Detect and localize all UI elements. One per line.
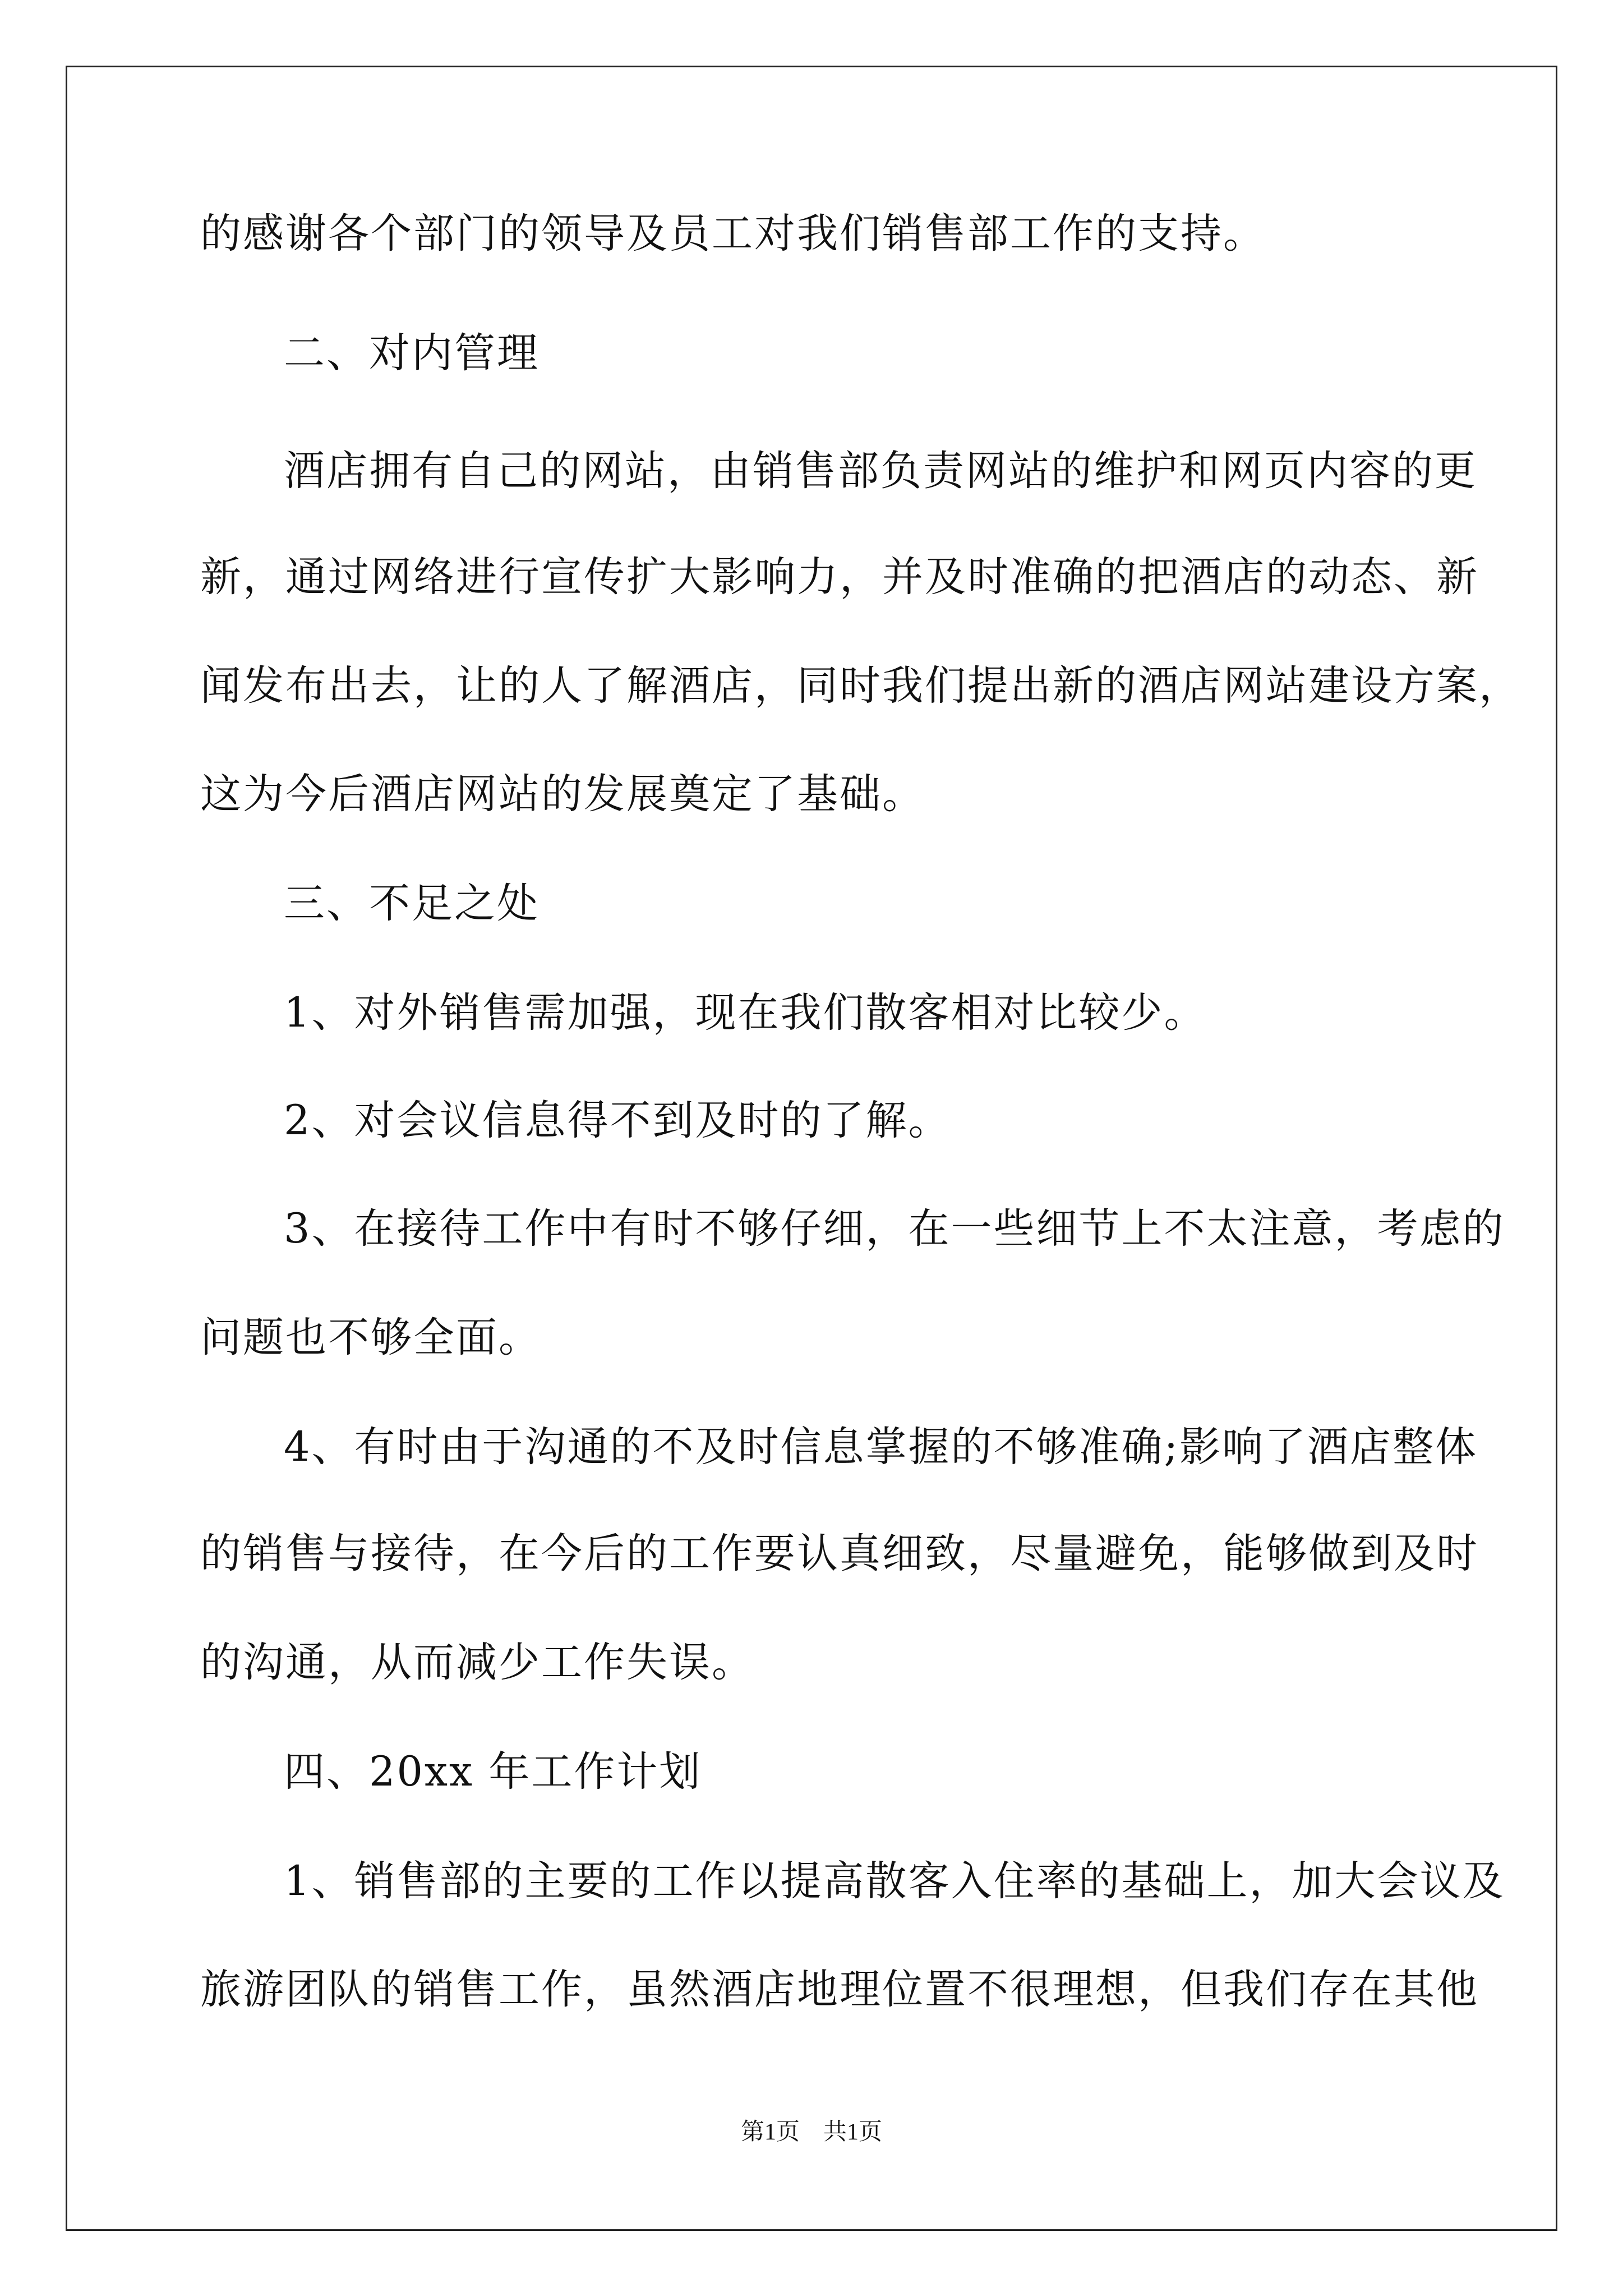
paragraph-line: 酒店拥有自己的网站，由销售部负责网站的维护和网页内容的更 [284, 447, 1477, 495]
footer-spacer [800, 2119, 823, 2145]
page-footer [0, 2120, 1623, 2144]
paragraph-line: 的沟通，从而减少工作失误。 [200, 1639, 754, 1686]
paragraph-line: 1、对外销售需加强，现在我们散客相对比较少。 [284, 989, 1207, 1037]
paragraph-line: 四、20xx 年工作计划 [284, 1748, 702, 1796]
paragraph-line: 二、对内管理 [284, 329, 540, 377]
paragraph-line: 三、不足之处 [284, 880, 540, 927]
paragraph-line: 3、在接待工作中有时不够仔细，在一些细节上不太注意，考虑的 [284, 1205, 1505, 1253]
paragraph-line: 闻发布出去，让的人了解酒店，同时我们提出新的酒店网站建设方案， [200, 662, 1521, 710]
paragraph-line: 4、有时由于沟通的不及时信息掌握的不够准确;影响了酒店整体 [284, 1423, 1478, 1471]
paragraph-line: 的感谢各个部门的领导及员工对我们销售部工作的支持。 [200, 210, 1266, 257]
page-number: 第1页 [740, 2119, 800, 2145]
paragraph-line: 1、销售部的主要的工作以提高散客入住率的基础上，加大会议及 [284, 1857, 1505, 1905]
page-total: 共1页 [823, 2119, 883, 2145]
paragraph-line: 旅游团队的销售工作，虽然酒店地理位置不很理想，但我们存在其他 [200, 1966, 1479, 2013]
paragraph-line: 新，通过网络进行宣传扩大影响力，并及时准确的把酒店的动态、新 [200, 553, 1479, 601]
paragraph-line: 的销售与接待，在今后的工作要认真细致，尽量避免，能够做到及时 [200, 1530, 1479, 1577]
page-border [66, 66, 1557, 2231]
paragraph-line: 2、对会议信息得不到及时的了解。 [284, 1097, 951, 1144]
paragraph-line: 问题也不够全面。 [200, 1314, 541, 1361]
paragraph-line: 这为今后酒店网站的发展奠定了基础。 [200, 770, 925, 818]
